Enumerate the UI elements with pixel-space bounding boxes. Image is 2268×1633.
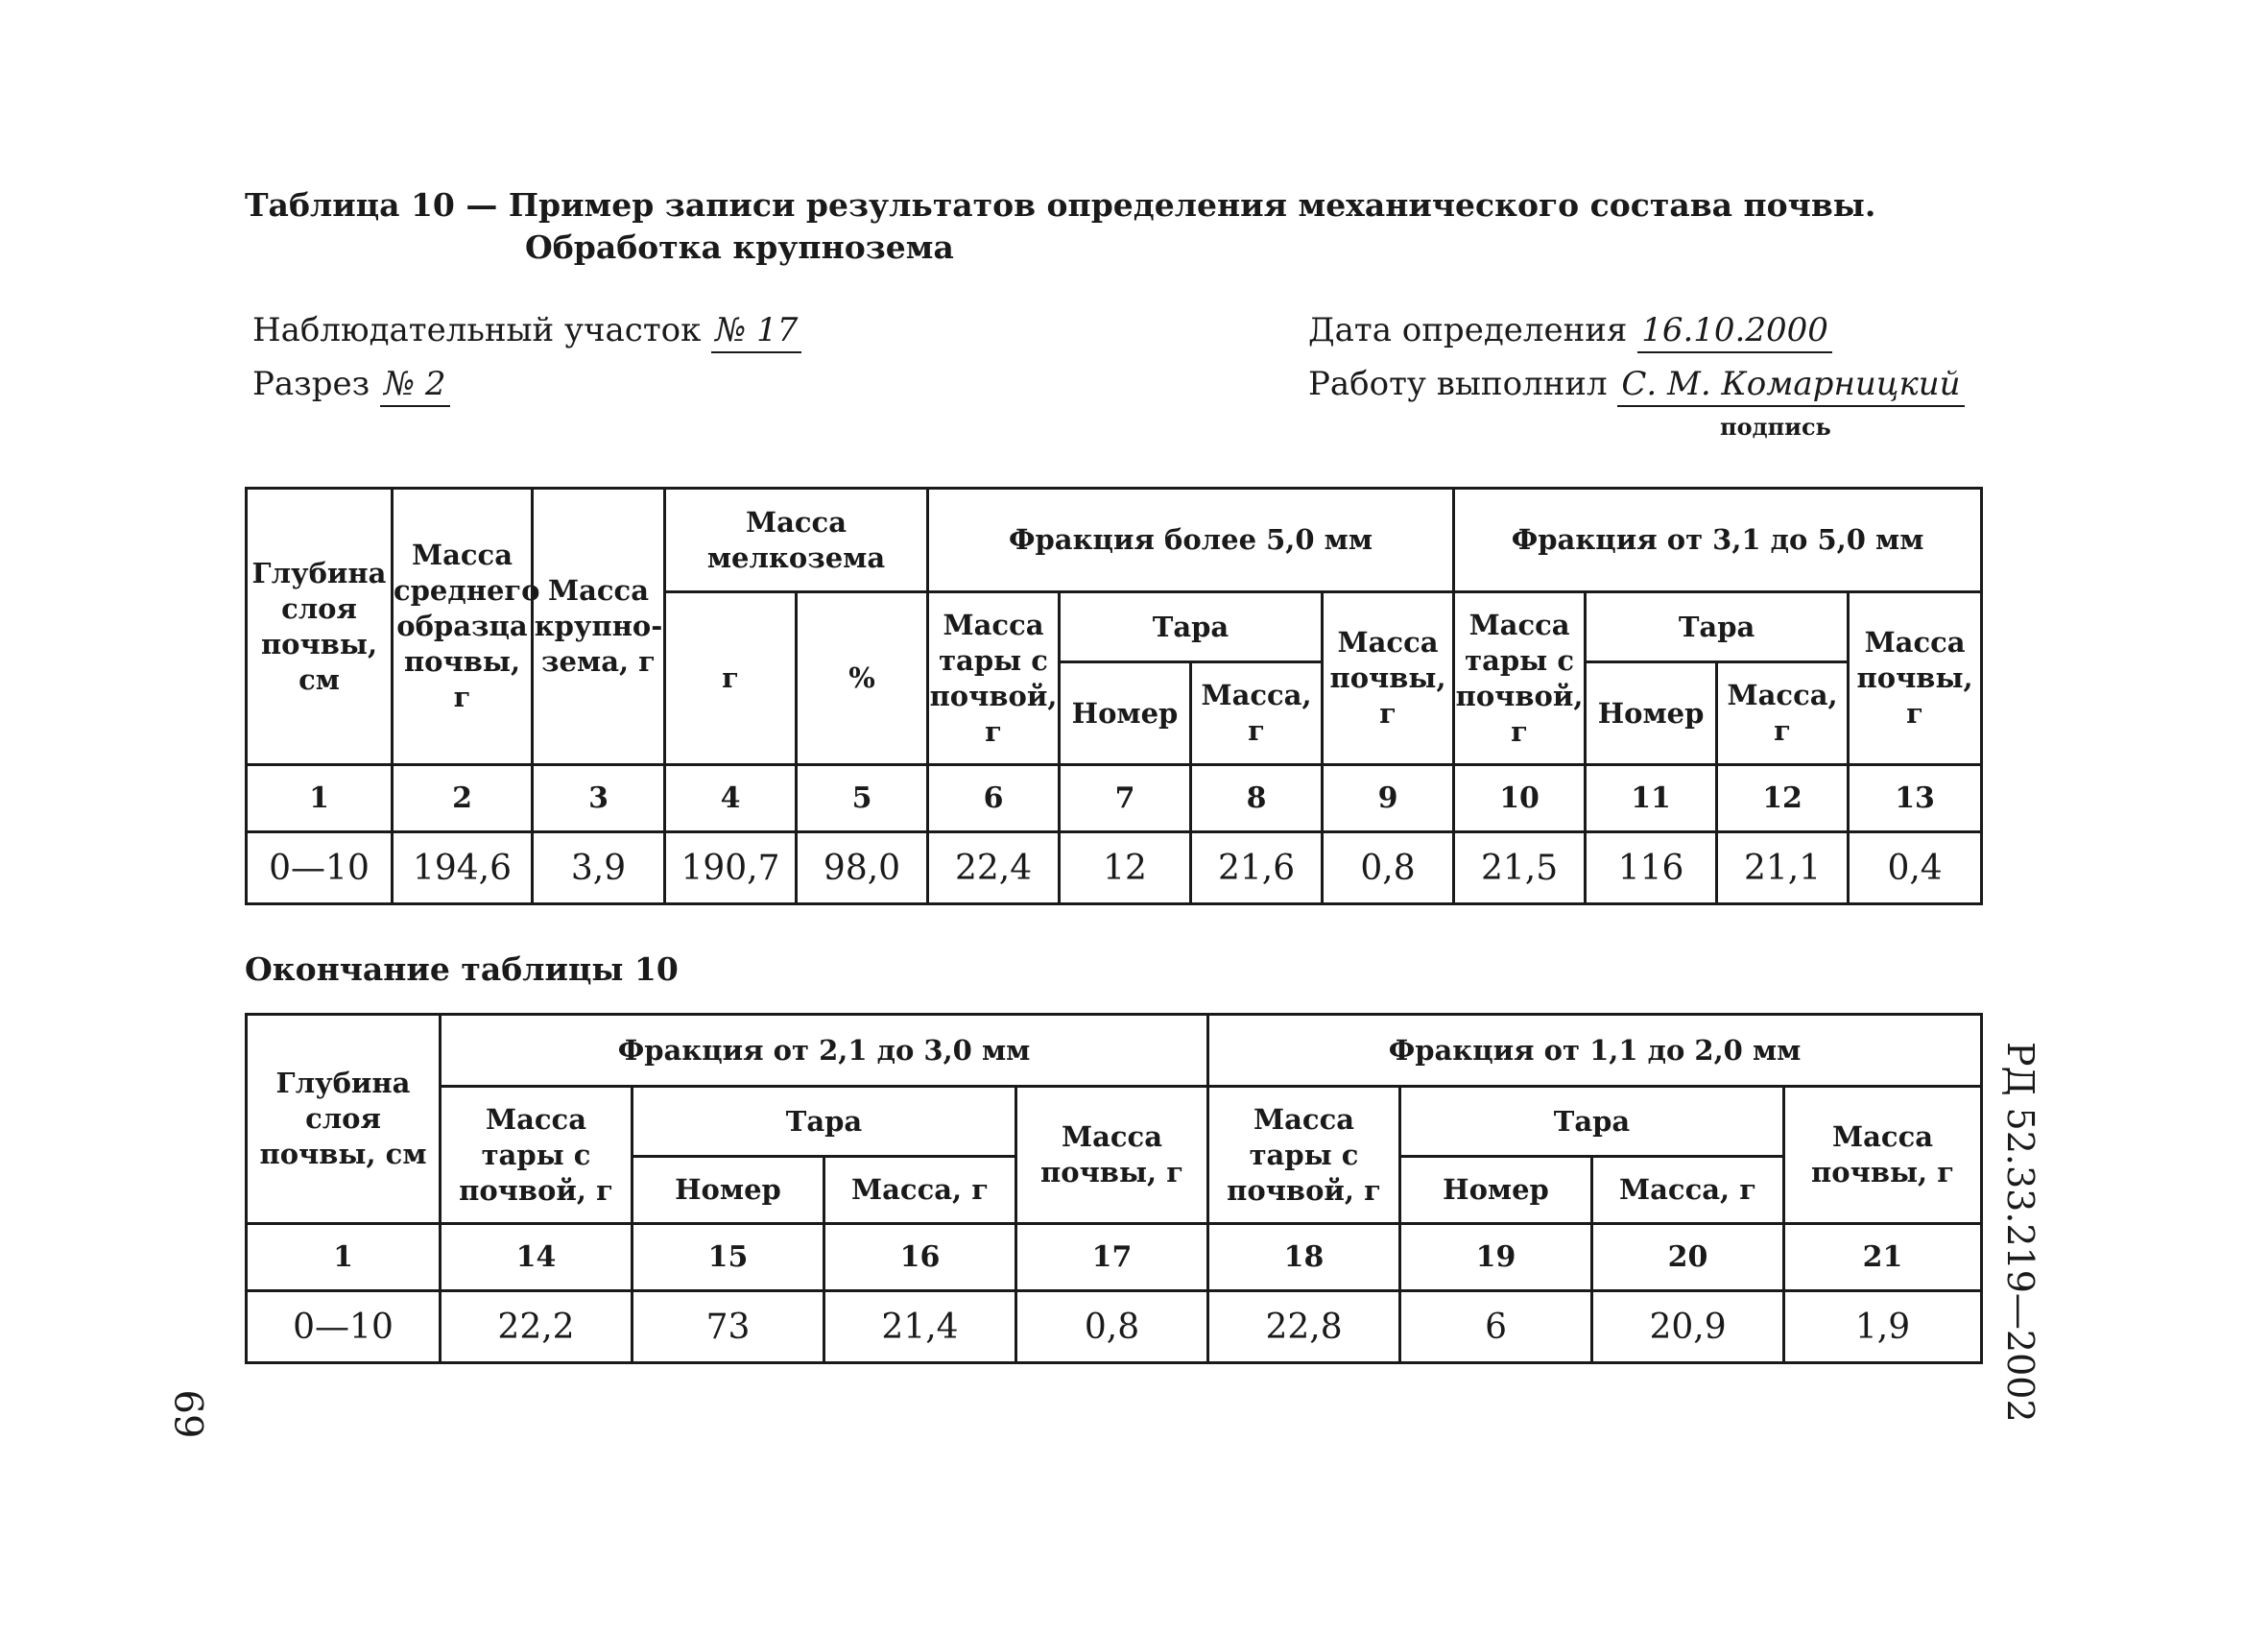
date-field: [1308, 311, 1832, 349]
performer-value: С. М. Комарницкий: [1617, 365, 1964, 407]
section-label: Разрез: [252, 365, 370, 403]
table-main: [245, 487, 1983, 905]
column-number: 21: [1784, 1224, 1982, 1291]
soil-mass-header-c: Масса почвы, г: [1016, 1087, 1208, 1224]
fine-mass-header: Масса мелкозема: [665, 489, 928, 592]
plot-value: № 17: [711, 311, 801, 353]
table-row: [247, 1291, 1982, 1363]
table-cell: 22,2: [441, 1291, 633, 1363]
column-number: 14: [441, 1224, 633, 1291]
table-cell: 21,5: [1454, 832, 1586, 904]
tare-number-header-a: Номер: [1060, 662, 1191, 765]
table-cell: 0,8: [1016, 1291, 1208, 1363]
table-row: [247, 832, 1982, 904]
column-number: 4: [665, 765, 797, 832]
table-cell: 0,4: [1849, 832, 1982, 904]
table-cell: 190,7: [665, 832, 797, 904]
plot-field: [252, 311, 801, 349]
fraction-b-header: Фракция от 3,1 до 5,0 мм: [1454, 489, 1982, 592]
column-number: 20: [1592, 1224, 1784, 1291]
soil-mass-header-a: Масса почвы, г: [1323, 592, 1454, 765]
tare-soil-mass-header-b: Масса тары с почвой, г: [1454, 592, 1586, 765]
continuation-title: Окончание таблицы 10: [245, 950, 679, 988]
column-number: 10: [1454, 765, 1586, 832]
tare-mass-header-b: Масса, г: [1717, 662, 1849, 765]
tare-number-header-d: Номер: [1400, 1157, 1592, 1224]
table-cell: 6: [1400, 1291, 1592, 1363]
table-cell: 1,9: [1784, 1291, 1982, 1363]
column-number-row: [247, 765, 1982, 832]
date-value: 16.10.2000: [1637, 311, 1832, 353]
column-number: 9: [1323, 765, 1454, 832]
table-cell: 98,0: [797, 832, 928, 904]
fraction-c-header: Фракция от 2,1 до 3,0 мм: [441, 1015, 1208, 1087]
tare-header-c: Тара: [633, 1087, 1016, 1157]
tare-number-header-c: Номер: [633, 1157, 824, 1224]
depth-header: Глубина слоя почвы, см: [247, 1015, 441, 1224]
section-field: [252, 365, 450, 403]
table-cell: 0,8: [1323, 832, 1454, 904]
tare-mass-header-d: Масса, г: [1592, 1157, 1784, 1224]
tare-header-a: Тара: [1060, 592, 1323, 662]
column-number: 13: [1849, 765, 1982, 832]
tare-soil-mass-header-d: Масса тары с почвой, г: [1208, 1087, 1400, 1224]
column-number-row: [247, 1224, 1982, 1291]
fraction-d-header: Фракция от 1,1 до 2,0 мм: [1208, 1015, 1982, 1087]
table-cell: 12: [1060, 832, 1191, 904]
column-number: 2: [393, 765, 533, 832]
column-number: 19: [1400, 1224, 1592, 1291]
header-row-2: [247, 1087, 1982, 1157]
table-cell: 194,6: [393, 832, 533, 904]
table-cell: 3,9: [533, 832, 665, 904]
column-number: 1: [247, 1224, 441, 1291]
signature-note: подпись: [1720, 413, 1831, 441]
document-code: РД 52.33.219—2002: [1999, 1042, 2041, 1423]
plot-label: Наблюдательный участок: [252, 311, 702, 349]
tare-soil-mass-header-c: Масса тары с почвой, г: [441, 1087, 633, 1224]
coarse-mass-header: Масса крупно-зема, г: [533, 489, 665, 765]
fine-g-header: г: [665, 592, 797, 765]
tare-number-header-b: Номер: [1586, 662, 1717, 765]
table-cell: 0—10: [247, 1291, 441, 1363]
column-number: 1: [247, 765, 393, 832]
fraction-a-header: Фракция более 5,0 мм: [928, 489, 1454, 592]
performer-label: Работу выполнил: [1308, 365, 1608, 403]
fine-pct-header: %: [797, 592, 928, 765]
column-number: 18: [1208, 1224, 1400, 1291]
table-cell: 21,4: [824, 1291, 1016, 1363]
avg-mass-header: Масса среднего образца почвы, г: [393, 489, 533, 765]
table-cell: 116: [1586, 832, 1717, 904]
table-cell: 22,4: [928, 832, 1060, 904]
column-number: 16: [824, 1224, 1016, 1291]
table-cell: 0—10: [247, 832, 393, 904]
tare-soil-mass-header-a: Масса тары с почвой, г: [928, 592, 1060, 765]
column-number: 12: [1717, 765, 1849, 832]
column-number: 11: [1586, 765, 1717, 832]
tare-header-b: Тара: [1586, 592, 1849, 662]
column-number: 8: [1191, 765, 1323, 832]
table-cell: 21,1: [1717, 832, 1849, 904]
table-cell: 20,9: [1592, 1291, 1784, 1363]
tare-header-d: Тара: [1400, 1087, 1784, 1157]
soil-mass-header-b: Масса почвы, г: [1849, 592, 1982, 765]
page-number: 69: [165, 1389, 210, 1439]
table-cell: 21,6: [1191, 832, 1323, 904]
depth-header: Глубина слоя почвы, см: [247, 489, 393, 765]
soil-mass-header-d: Масса почвы, г: [1784, 1087, 1982, 1224]
section-value: № 2: [380, 365, 450, 407]
column-number: 15: [633, 1224, 824, 1291]
header-row-1: [247, 1015, 1982, 1087]
date-label: Дата определения: [1308, 311, 1628, 349]
table-title: [245, 184, 1875, 269]
column-number: 5: [797, 765, 928, 832]
table-cell: 22,8: [1208, 1291, 1400, 1363]
performer-field: [1308, 365, 1965, 403]
column-number: 3: [533, 765, 665, 832]
table-continuation: [245, 1013, 1983, 1364]
column-number: 17: [1016, 1224, 1208, 1291]
tare-mass-header-a: Масса, г: [1191, 662, 1323, 765]
table-cell: 73: [633, 1291, 824, 1363]
header-row-1: [247, 489, 1982, 592]
title-line-1: Таблица 10 — Пример записи результатов определения механического состава почвы.: [245, 186, 1876, 224]
column-number: 6: [928, 765, 1060, 832]
column-number: 7: [1060, 765, 1191, 832]
title-line-2: Обработка крупнозема: [525, 228, 954, 266]
tare-mass-header-c: Масса, г: [824, 1157, 1016, 1224]
